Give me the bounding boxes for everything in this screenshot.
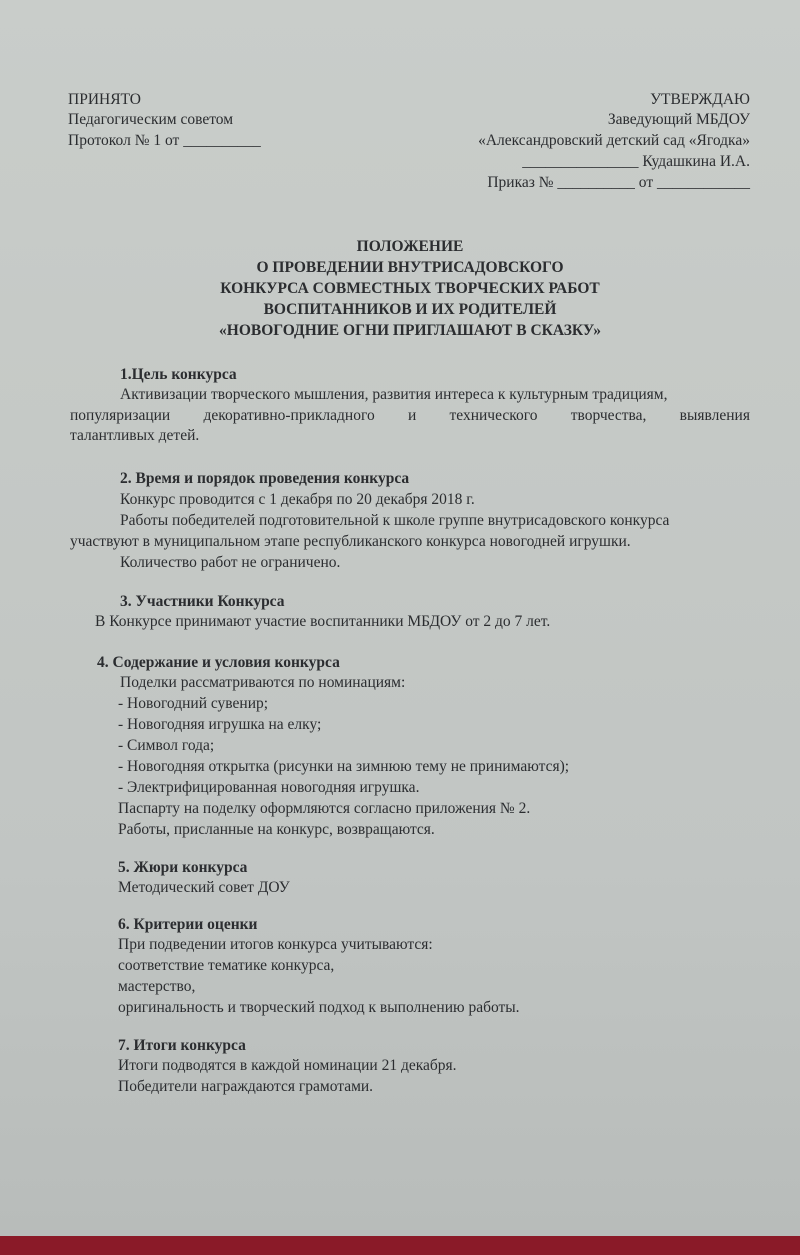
- section-2-line-2: Работы победителей подготовительной к школе группе внутрисадовского конкурса: [120, 512, 670, 529]
- works-returned-note: Работы, присланные на конкурс, возвращаются.: [118, 821, 435, 838]
- background-edge: [0, 1236, 800, 1255]
- section-4-intro: Поделки рассматриваются по номинациям:: [120, 674, 406, 691]
- section-2-line-4: Количество работ не ограничено.: [120, 554, 341, 571]
- approve-label: УТВЕРЖДАЮ: [650, 91, 750, 108]
- section-5-heading: 5. Жюри конкурса: [118, 859, 248, 876]
- title-line-3: КОНКУРСА СОВМЕСТНЫХ ТВОРЧЕСКИХ РАБОТ: [220, 280, 600, 297]
- nomination-item: - Электрифицированная новогодняя игрушка.: [118, 779, 420, 796]
- nomination-item: - Новогодняя открытка (рисунки на зимнюю тему не принимаются);: [118, 758, 570, 775]
- signature-line: _______________ Кудашкина И.А.: [522, 153, 750, 170]
- passepartout-note: Паспарту на поделку оформляются согласно приложения № 2.: [118, 800, 531, 817]
- nomination-item: - Новогодняя игрушка на елку;: [118, 716, 322, 733]
- section-1-line-1: Активизации творческого мышления, развития интереса к культурным традициям,: [120, 386, 668, 403]
- order-line: Приказ № __________ от ____________: [487, 174, 750, 191]
- kindergarten-name: «Александровский детский сад «Ягодка»: [478, 132, 750, 149]
- section-2-line-3: участвуют в муниципальном этапе республиканского конкурса новогодней игрушки.: [70, 533, 631, 550]
- section-7-line-1: Итоги подводятся в каждой номинации 21 декабря.: [118, 1057, 457, 1074]
- nomination-item: - Символ года;: [118, 737, 215, 754]
- section-7-heading: 7. Итоги конкурса: [118, 1037, 246, 1054]
- title-line-5: «НОВОГОДНИЕ ОГНИ ПРИГЛАШАЮТ В СКАЗКУ»: [219, 322, 601, 339]
- section-1-line-2: популяризации декоративно-прикладного и технического творчества, выявления: [70, 407, 750, 424]
- protocol-line: Протокол № 1 от __________: [68, 132, 261, 149]
- section-6-heading: 6. Критерии оценки: [118, 916, 258, 933]
- head-title: Заведующий МБДОУ: [607, 111, 750, 128]
- section-5-line-1: Методический совет ДОУ: [118, 879, 290, 896]
- section-7-line-2: Победители награждаются грамотами.: [118, 1078, 374, 1095]
- section-2-heading: 2. Время и порядок проведения конкурса: [120, 470, 410, 487]
- title-line-4: ВОСПИТАННИКОВ И ИХ РОДИТЕЛЕЙ: [263, 301, 557, 318]
- section-6-line-3: мастерство,: [118, 978, 196, 995]
- section-6-line-2: соответствие тематике конкурса,: [118, 957, 335, 974]
- section-6-line-4: оригинальность и творческий подход к выполнению работы.: [118, 999, 520, 1016]
- section-2-line-1: Конкурс проводится с 1 декабря по 20 декабря 2018 г.: [120, 491, 475, 508]
- section-1-heading: 1.Цель конкурса: [120, 366, 237, 383]
- document-title: ПОЛОЖЕНИЕ: [356, 238, 464, 255]
- section-3-line-1: В Конкурсе принимают участие воспитанники МБДОУ от 2 до 7 лет.: [95, 613, 551, 630]
- section-1-line-3: талантливых детей.: [70, 427, 200, 444]
- nomination-item: - Новогодний сувенир;: [118, 695, 269, 712]
- section-6-line-1: При подведении итогов конкурса учитываются:: [118, 936, 433, 953]
- section-3-heading: 3. Участники Конкурса: [120, 593, 285, 610]
- title-line-2: О ПРОВЕДЕНИИ ВНУТРИСАДОВСКОГО: [256, 259, 564, 276]
- section-4-heading: 4. Содержание и условия конкурса: [97, 654, 340, 671]
- council-label: Педагогическим советом: [68, 111, 234, 128]
- accepted-label: ПРИНЯТО: [68, 91, 141, 108]
